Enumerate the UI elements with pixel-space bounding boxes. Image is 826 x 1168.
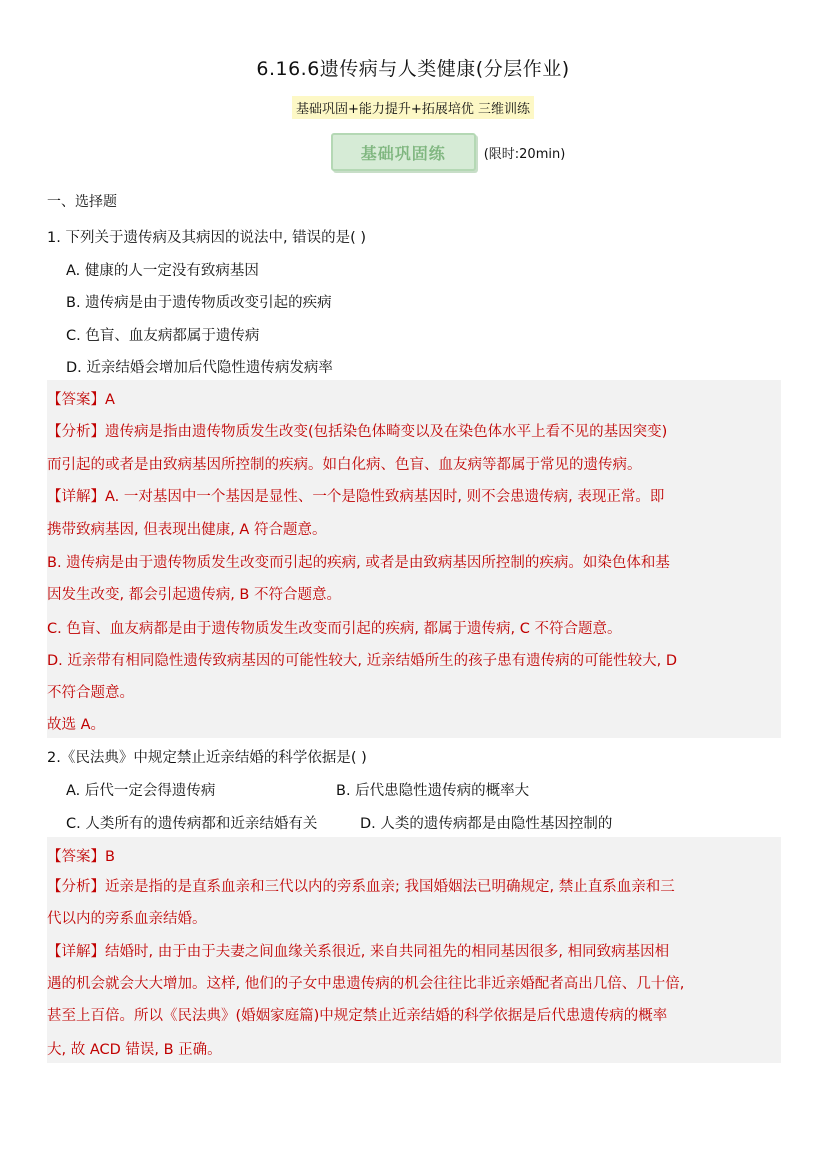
question-1-stem: 1. 下列关于遗传病及其病因的说法中, 错误的是( ) <box>47 230 367 246</box>
question-1-option-c: C. 色盲、血友病都属于遗传病 <box>66 328 260 344</box>
question-1-option-d: D. 近亲结婚会增加后代隐性遗传病发病率 <box>66 360 333 376</box>
question-1-analysis-line-1: 【分析】遗传病是指由遗传物质发生改变(包括染色体畸变以及在染色体水平上看不见的基因突变) <box>47 424 668 440</box>
time-limit: (限时:20min) <box>483 146 566 162</box>
question-2-answer: 【答案】B <box>47 849 115 865</box>
question-1-detail-line-1: 【详解】A. 一对基因中一个基因是显性、一个是隐性致病基因时, 则不会患遗传病, 表现正常。即 <box>47 489 665 505</box>
question-1-option-b: B. 遗传病是由于遗传物质改变引起的疾病 <box>66 295 332 311</box>
page-title: 6.16.6遗传病与人类健康(分层作业) <box>256 58 570 80</box>
question-2-analysis-line-1: 【分析】近亲是指的是直系血亲和三代以内的旁系血亲; 我国婚姻法已明确规定, 禁止直系血亲和三 <box>47 879 675 895</box>
question-2-answer-block <box>47 837 781 1063</box>
question-1-analysis-line-2: 而引起的或者是由致病基因所控制的疾病。如白化病、色盲、血友病等都属于常见的遗传病。 <box>47 457 642 473</box>
question-2-analysis-line-2: 代以内的旁系血亲结婚。 <box>47 911 207 927</box>
question-2-option-c: C. 人类所有的遗传病都和近亲结婚有关 <box>66 816 318 832</box>
subtitle-container <box>0 96 826 119</box>
question-2-option-d: D. 人类的遗传病都是由隐性基因控制的 <box>360 816 613 832</box>
question-1-detail-line-3: B. 遗传病是由于遗传物质发生改变而引起的疾病, 或者是由致病基因所控制的疾病。如染色体和基 <box>47 555 670 571</box>
question-1-option-a: A. 健康的人一定没有致病基因 <box>66 263 259 279</box>
question-2-option-a: A. 后代一定会得遗传病 <box>66 783 216 799</box>
question-2-detail-line-3: 甚至上百倍。所以《民法典》(婚姻家庭篇)中规定禁止近亲结婚的科学依据是后代患遗传病的概率 <box>47 1008 668 1024</box>
question-2-detail-line-2: 遇的机会就会大大增加。这样, 他们的子女中患遗传病的机会往往比非近亲婚配者高出几倍、几十倍, <box>47 976 685 992</box>
question-2-detail-line-4: 大, 故 ACD 错误, B 正确。 <box>47 1042 222 1058</box>
question-1-conclusion: 故选 A。 <box>47 717 106 733</box>
question-1-detail-line-7: 不符合题意。 <box>47 685 134 701</box>
question-1-detail-line-6: D. 近亲带有相同隐性遗传致病基因的可能性较大, 近亲结婚所生的孩子患有遗传病的可能性较大, D <box>47 653 677 669</box>
question-1-detail-line-2: 携带致病基因, 但表现出健康, A 符合题意。 <box>47 522 327 538</box>
question-1-detail-line-4: 因发生改变, 都会引起遗传病, B 不符合题意。 <box>47 587 341 603</box>
question-2-stem: 2.《民法典》中规定禁止近亲结婚的科学依据是( ) <box>47 750 367 766</box>
question-1-detail-line-5: C. 色盲、血友病都是由于遗传物质发生改变而引起的疾病, 都属于遗传病, C 不符合题意。 <box>47 621 622 637</box>
question-1-answer: 【答案】A <box>47 392 115 408</box>
question-2-option-b: B. 后代患隐性遗传病的概率大 <box>336 783 530 799</box>
section-badge: 基础巩固练 <box>331 133 476 171</box>
section-heading: 一、选择题 <box>47 194 117 210</box>
page-subtitle: 基础巩固+能力提升+拓展培优 三维训练 <box>292 96 534 119</box>
badge-row <box>0 133 826 171</box>
question-2-detail-line-1: 【详解】结婚时, 由于由于夫妻之间血缘关系很近, 来自共同祖先的相同基因很多, 相同致病基因相 <box>47 944 670 960</box>
question-1-answer-block <box>47 380 781 738</box>
